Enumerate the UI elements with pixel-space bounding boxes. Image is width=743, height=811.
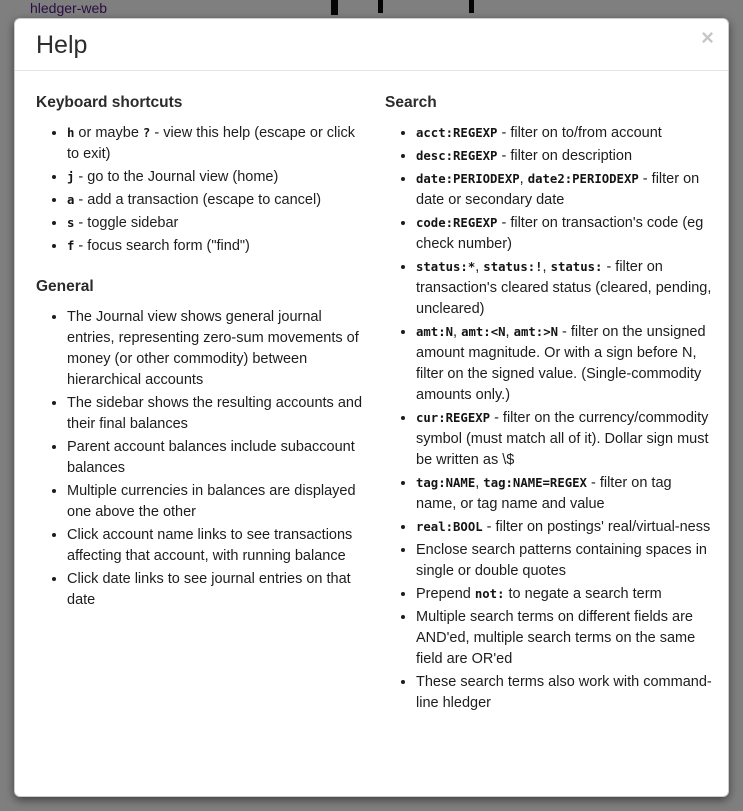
code-term: j	[67, 170, 75, 184]
text-segment: - filter on date or secondary date	[416, 171, 700, 208]
text-segment: - filter on tag name, or tag name and value	[416, 475, 672, 512]
list-item	[67, 307, 364, 391]
code-term: amt:N	[416, 325, 454, 339]
list-item	[67, 213, 364, 234]
list-item	[67, 393, 364, 435]
list-item	[416, 213, 714, 255]
list-item	[67, 437, 364, 479]
code-term: not:	[474, 587, 505, 601]
text-segment: - toggle sidebar	[74, 215, 179, 231]
code-term: amt:<N	[461, 325, 506, 339]
modal-body	[15, 71, 728, 755]
text-segment: ,	[475, 475, 484, 491]
section-heading: Search	[385, 94, 437, 111]
text-segment: - filter on transaction's cleared status (cleared, pending, uncleared)	[416, 259, 712, 317]
code-term: cur:REGEXP	[416, 411, 491, 425]
list-item	[416, 607, 714, 670]
list-item	[416, 517, 714, 538]
list-item	[67, 236, 364, 257]
text-segment: - filter on the currency/commodity symbol (must match all of it). Dollar sign must be written as \$	[416, 410, 709, 468]
code-term: amt:>N	[513, 325, 558, 339]
list-item	[416, 169, 714, 211]
code-term: a	[67, 193, 75, 207]
list-item	[416, 473, 714, 515]
text-segment: ,	[519, 171, 528, 187]
list-item	[416, 123, 714, 144]
code-term: acct:REGEXP	[416, 126, 498, 140]
text-segment: - filter on postings' real/virtual-ness	[482, 519, 711, 535]
list-item	[67, 481, 364, 523]
right-column	[385, 82, 714, 735]
text-segment: Prepend	[416, 586, 475, 602]
code-term: f	[67, 239, 75, 253]
code-term: code:REGEXP	[416, 216, 498, 230]
text-segment: - filter on transaction's code (eg check number)	[416, 215, 704, 252]
code-term: date2:PERIODEXP	[527, 172, 639, 186]
text-segment: - view this help (escape or click to exit)	[67, 125, 355, 162]
text-segment: These search terms also work with command-line hledger	[416, 674, 712, 711]
list-item	[416, 584, 714, 605]
text-segment: ,	[475, 259, 484, 275]
code-term: status:!	[483, 260, 543, 274]
close-icon[interactable]: ×	[701, 25, 714, 50]
text-segment: - go to the Journal view (home)	[74, 169, 279, 185]
text-segment: The Journal view shows general journal entries, representing zero-sum movements of money (or other commodity) between hierarchical accounts	[67, 309, 359, 388]
code-term: h	[67, 126, 75, 140]
text-segment: - filter on the unsigned amount magnitude. Or with a sign before N, filter on the signed value. (Single-commodity amounts only.)	[416, 324, 706, 403]
section-heading: General	[36, 278, 94, 295]
help-list	[385, 123, 714, 714]
list-item	[416, 672, 714, 714]
text-segment: or maybe	[74, 125, 143, 141]
code-term: s	[67, 216, 75, 230]
text-segment: Click date links to see journal entries on that date	[67, 571, 351, 608]
list-item	[416, 408, 714, 471]
code-term: real:BOOL	[416, 520, 483, 534]
list-item	[67, 167, 364, 188]
list-item	[67, 190, 364, 211]
code-term: tag:NAME	[416, 476, 476, 490]
code-term: desc:REGEXP	[416, 149, 498, 163]
list-item	[416, 146, 714, 167]
text-segment: ,	[453, 324, 462, 340]
text-segment: Enclose search patterns containing spaces in single or double quotes	[416, 542, 707, 579]
text-segment: ,	[542, 259, 551, 275]
text-segment: - focus search form ("find")	[74, 238, 250, 254]
text-segment: to negate a search term	[504, 586, 662, 602]
text-segment: Parent account balances include subaccount balances	[67, 439, 355, 476]
list-item	[67, 123, 364, 165]
code-term: status:	[550, 260, 603, 274]
help-list	[36, 123, 364, 257]
text-segment: - filter on to/from account	[497, 125, 662, 141]
list-item	[67, 569, 364, 611]
list-item	[416, 540, 714, 582]
list-item	[416, 322, 714, 406]
text-segment: The sidebar shows the resulting accounts and their final balances	[67, 395, 363, 432]
modal-title: Help	[36, 31, 88, 59]
code-term: tag:NAME=REGEX	[483, 476, 587, 490]
list-item	[416, 257, 714, 320]
help-modal	[14, 18, 729, 797]
text-segment: Multiple search terms on different fields are AND'ed, multiple search terms on the same field are OR'ed	[416, 609, 696, 667]
left-column	[36, 82, 385, 735]
list-item	[67, 525, 364, 567]
text-segment: Multiple currencies in balances are displayed one above the other	[67, 483, 356, 520]
text-segment: ,	[505, 324, 514, 340]
modal-header	[15, 19, 728, 71]
section-heading: Keyboard shortcuts	[36, 94, 183, 111]
help-list	[36, 307, 364, 611]
text-segment: Click account name links to see transactions affecting that account, with running balance	[67, 527, 353, 564]
text-segment: - filter on description	[497, 148, 633, 164]
text-segment: - add a transaction (escape to cancel)	[74, 192, 322, 208]
code-term: ?	[142, 126, 151, 140]
code-term: status:*	[416, 260, 476, 274]
code-term: date:PERIODEXP	[416, 172, 520, 186]
